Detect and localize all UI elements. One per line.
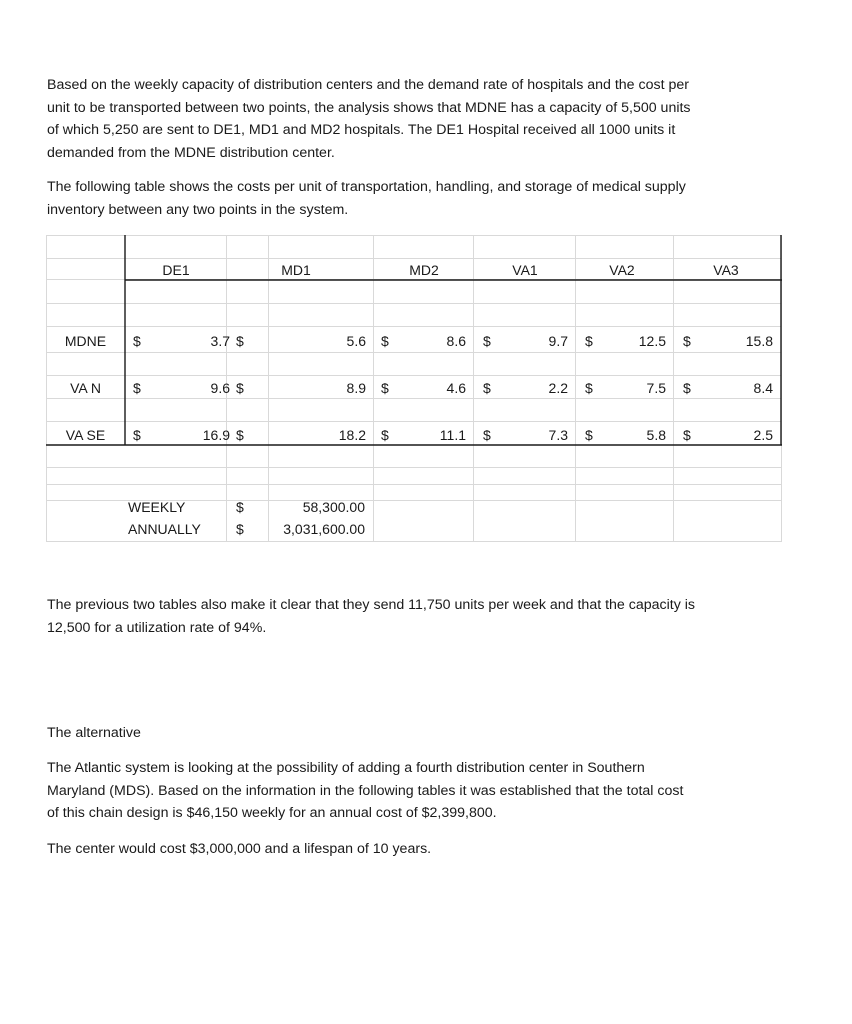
row-label-va-n: VA N: [70, 380, 101, 396]
utilization-paragraph: [47, 594, 787, 639]
cell-va-se-va3: 2.5: [753, 427, 773, 443]
currency-sign: $: [683, 427, 691, 443]
cell-va-n-md1: 8.9: [346, 380, 366, 396]
col-header-va3: VA3: [713, 262, 739, 278]
table-intro-line-1: The following table shows the costs per unit of transportation, handling, and storage of medical supply: [47, 179, 686, 195]
cell-mdne-va1: 9.7: [548, 333, 568, 349]
cell-va-n-va1: 2.2: [548, 380, 568, 396]
currency-sign: $: [381, 380, 389, 396]
alternative-line-2: Maryland (MDS). Based on the information in the following tables it was established that the total cost: [47, 782, 684, 799]
cell-mdne-de1: 3.7: [210, 333, 230, 349]
cell-va-se-md2: 11.1: [439, 427, 466, 443]
currency-sign: $: [236, 380, 244, 396]
cell-va-n-de1: 9.6: [210, 380, 230, 396]
intro-line-4: demanded from the MDNE distribution center.: [47, 144, 335, 161]
table-intro-line-2: inventory between any two points in the system.: [47, 201, 349, 218]
currency-sign: $: [483, 380, 491, 396]
col-header-va1: VA1: [512, 262, 538, 278]
currency-sign: $: [585, 380, 593, 396]
col-header-de1: DE1: [162, 262, 190, 278]
cell-mdne-va3: 15.8: [745, 333, 773, 349]
annual-total: 3,031,600.00: [283, 521, 365, 537]
cell-va-n-va2: 7.5: [646, 380, 666, 396]
intro-line-2: unit to be transported between two points, the analysis shows that MDNE has a capacity of 5,500 units: [47, 99, 691, 116]
intro-paragraph: [47, 74, 787, 164]
annually-label: ANNUALLY: [128, 521, 201, 537]
currency-sign: $: [236, 521, 244, 537]
currency-sign: $: [483, 427, 491, 443]
currency-sign: $: [236, 499, 244, 515]
cell-mdne-md2: 8.6: [446, 333, 466, 349]
weekly-label: WEEKLY: [128, 499, 186, 515]
alternative-paragraph: [47, 757, 787, 825]
utilization-line-2: 12,500 for a utilization rate of 94%.: [47, 619, 267, 636]
currency-sign: $: [683, 333, 691, 349]
cell-va-se-va2: 5.8: [646, 427, 666, 443]
currency-sign: $: [381, 333, 389, 349]
alternative-line-1: The Atlantic system is looking at the possibility of adding a fourth distribution center in Southern: [47, 760, 645, 776]
cell-va-se-de1: 16.9: [202, 427, 230, 443]
currency-sign: $: [381, 427, 389, 443]
weekly-total: 58,300.00: [302, 499, 365, 515]
col-header-md1: MD1: [281, 262, 311, 278]
currency-sign: $: [133, 380, 141, 396]
alternative-line-3: of this chain design is $46,150 weekly for an annual cost of $2,399,800.: [47, 805, 497, 821]
alternative-heading: The alternative: [47, 725, 141, 741]
currency-sign: $: [133, 427, 141, 443]
spreadsheet-gridlines: [46, 235, 782, 542]
cell-mdne-md1: 5.6: [346, 333, 366, 349]
currency-sign: $: [236, 333, 244, 349]
cost-spreadsheet: [46, 235, 782, 542]
currency-sign: $: [585, 333, 593, 349]
currency-sign: $: [236, 427, 244, 443]
cell-va-se-md1: 18.2: [338, 427, 366, 443]
intro-line-3: of which 5,250 are sent to DE1, MD1 and MD2 hospitals. The DE1 Hospital received all 1000 units it: [47, 122, 676, 138]
col-header-va2: VA2: [609, 262, 635, 278]
row-label-va-se: VA SE: [65, 427, 106, 443]
col-header-md2: MD2: [409, 262, 439, 278]
currency-sign: $: [585, 427, 593, 443]
cell-va-se-va1: 7.3: [548, 427, 568, 443]
center-cost-paragraph: The center would cost $3,000,000 and a lifespan of 10 years.: [47, 841, 432, 857]
cell-mdne-va2: 12.5: [638, 333, 666, 349]
cell-va-n-va3: 8.4: [753, 380, 773, 396]
currency-sign: $: [483, 333, 491, 349]
cell-va-n-md2: 4.6: [446, 380, 466, 396]
utilization-line-1: The previous two tables also make it clear that they send 11,750 units per week and that the capacity is: [47, 597, 695, 613]
intro-line-1: Based on the weekly capacity of distribution centers and the demand rate of hospitals and the cost per: [47, 77, 689, 93]
currency-sign: $: [683, 380, 691, 396]
currency-sign: $: [133, 333, 141, 349]
table-intro-paragraph: [47, 176, 787, 221]
row-label-mdne: MDNE: [64, 333, 107, 349]
